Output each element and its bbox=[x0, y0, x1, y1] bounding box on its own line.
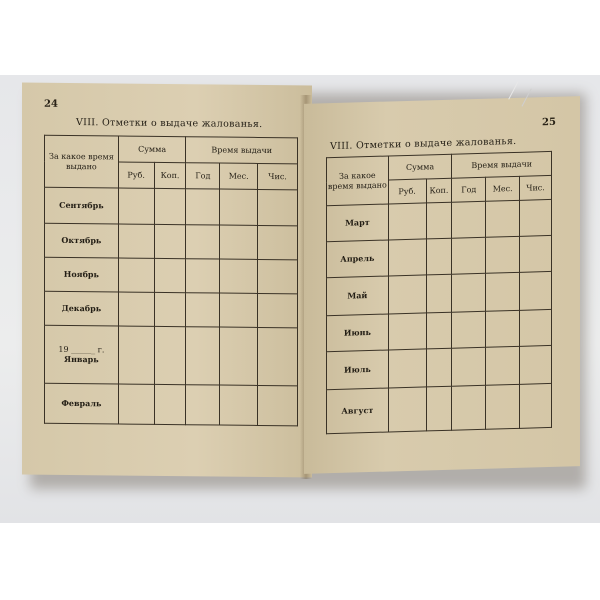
page-title: VIII. Отметки о выдаче жалованья. bbox=[76, 117, 263, 130]
header-year: Год bbox=[452, 177, 486, 202]
month-label: Ноябрь bbox=[45, 257, 119, 292]
table-row bbox=[45, 187, 298, 226]
month-label: Май bbox=[327, 276, 389, 316]
page-number: 25 bbox=[542, 116, 556, 129]
table-row bbox=[45, 223, 298, 260]
table-row bbox=[45, 383, 298, 426]
table-row bbox=[45, 325, 298, 386]
month-label bbox=[45, 325, 119, 384]
header-rub: Руб. bbox=[388, 179, 426, 204]
salary-table bbox=[326, 151, 552, 434]
right-page bbox=[304, 96, 580, 474]
month-label-text: Январь bbox=[64, 353, 99, 364]
table-row bbox=[45, 291, 298, 328]
month-label: Февраль bbox=[45, 383, 119, 424]
header-period: За какое время выдано bbox=[45, 135, 119, 188]
header-period: За какое время выдано bbox=[327, 156, 389, 206]
table-row bbox=[327, 383, 552, 433]
page-title: VIII. Отметки о выдаче жалованья. bbox=[330, 135, 517, 153]
header-day: Чис. bbox=[520, 175, 552, 200]
table-row bbox=[327, 271, 552, 315]
page-number: 24 bbox=[44, 98, 58, 110]
month-label: Июнь bbox=[327, 314, 389, 352]
left-page bbox=[22, 82, 312, 477]
month-label: Март bbox=[327, 204, 389, 242]
header-rub: Руб. bbox=[118, 162, 154, 188]
header-month: Мес. bbox=[220, 163, 258, 189]
header-kop: Коп. bbox=[154, 162, 186, 188]
month-label: Октябрь bbox=[45, 223, 119, 258]
header-year: Год bbox=[186, 163, 220, 189]
month-label: Декабрь bbox=[45, 291, 119, 326]
header-kop: Коп. bbox=[426, 178, 452, 203]
month-label: Август bbox=[327, 388, 389, 434]
table-row bbox=[45, 257, 298, 294]
month-label: Июль bbox=[327, 350, 389, 390]
salary-table bbox=[44, 135, 298, 427]
header-time: Время выдачи bbox=[186, 137, 298, 164]
header-sum: Сумма bbox=[388, 154, 452, 180]
header-time: Время выдачи bbox=[452, 151, 552, 178]
month-label: Сентябрь bbox=[45, 187, 119, 224]
header-day: Чис. bbox=[258, 163, 298, 189]
table-row bbox=[327, 345, 552, 389]
month-label: Апрель bbox=[327, 240, 389, 278]
year-line: 19 ______ г. bbox=[58, 345, 105, 355]
header-month: Мес. bbox=[486, 176, 520, 201]
header-sum: Сумма bbox=[118, 136, 186, 163]
